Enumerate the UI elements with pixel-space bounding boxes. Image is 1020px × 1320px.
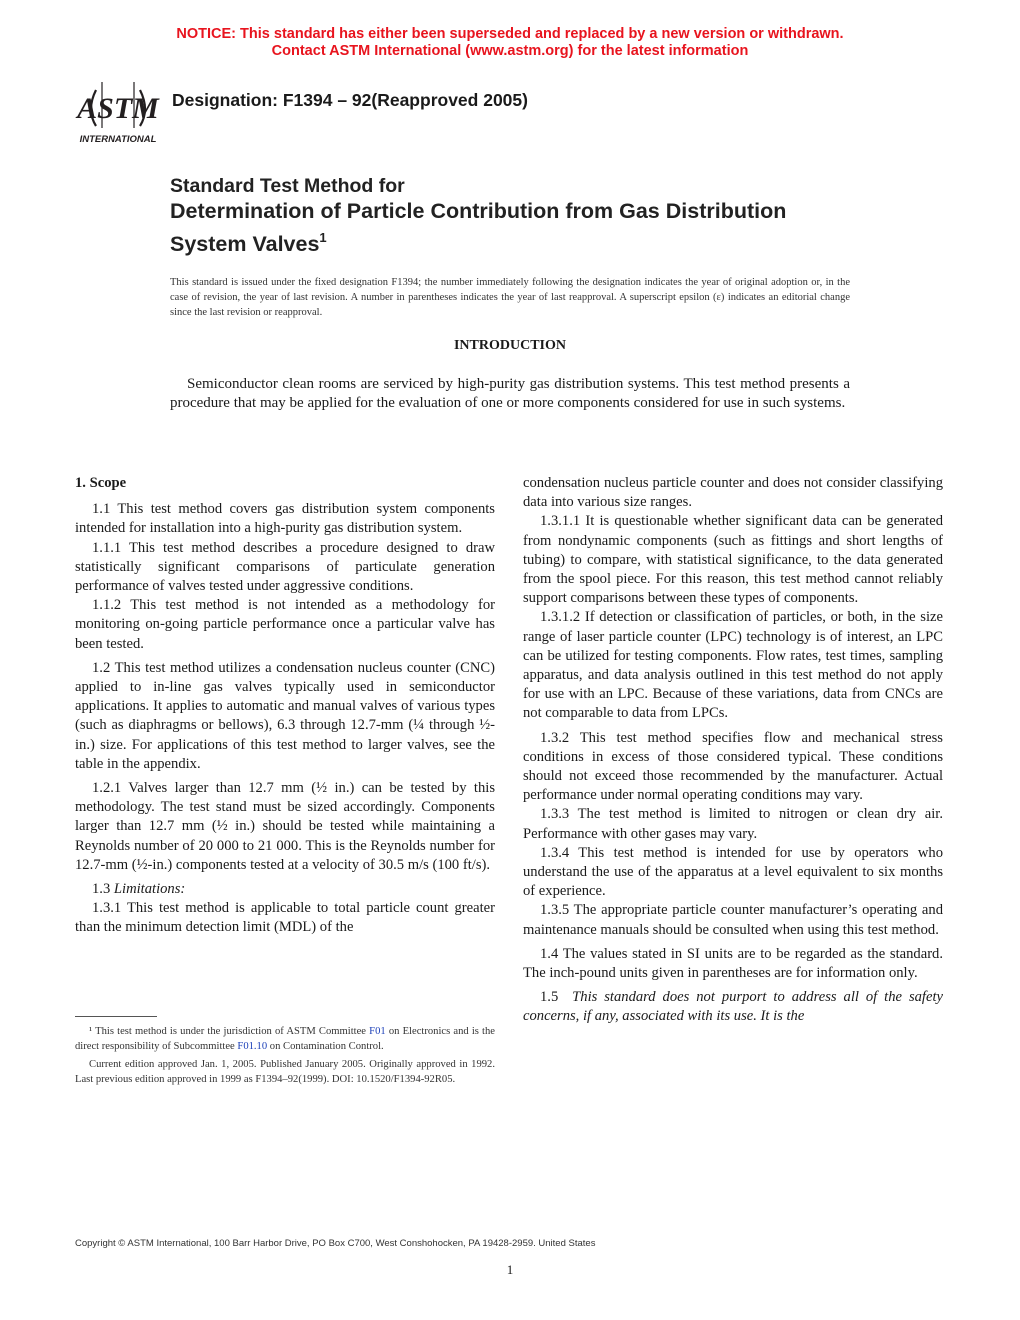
footnote-1-text-b: on Electronics and is the direct responsibility of Subcommittee	[75, 1026, 496, 1052]
section-1-4: 1.4 The values stated in SI units are to be regarded as the standard. The inch-pound units given in parentheses are for information only.	[523, 945, 943, 982]
section-1-5-number: 1.5	[540, 989, 559, 1006]
section-1-5	[523, 988, 943, 1026]
section-1-3-number: 1.3	[92, 881, 111, 898]
section-1-3-label: Limitations:	[113, 881, 186, 898]
copyright-line: Copyright © ASTM International, 100 Barr Harbor Drive, PO Box C700, West Conshohocken, PA 19428-2959. United States	[75, 1238, 596, 1249]
section-1-2: 1.2 This test method utilizes a condensation nucleus counter (CNC) applied to in-line gas valves typically used in semiconductor applications. It applies to automatic and manual valves of various types (such as diaphragms or bellows), 6.3 through 12.7-mm (¼ through ½-in.) size. For applications of this test method to larger valves, see the table in the appendix.	[75, 659, 495, 772]
subcommittee-f01-10-link[interactable]: F01.10	[237, 1041, 268, 1052]
notice-line-1: NOTICE: This standard has either been superseded and replaced by a new version or withdrawn.	[176, 26, 844, 42]
title-line-1: Standard Test Method for	[170, 175, 405, 197]
section-1-3-4: 1.3.4 This test method is intended for use by operators who understand the use of the apparatus at a level equivalent to six months of experience.	[523, 844, 943, 900]
notice-line-2: Contact ASTM International (www.astm.org) for the latest information	[271, 43, 749, 59]
section-1-3-1-1: 1.3.1.1 It is questionable whether significant data can be generated from nondynamic components (such as fittings and short lengths of tubing) to compare, with statistical significance, to the data generated from the spool piece. For this reason, this test method cannot reliably support comparisons between these types of components.	[523, 513, 943, 607]
introduction-text	[170, 375, 850, 413]
footnote-divider	[75, 1016, 157, 1017]
designation: Designation: F1394 – 92(Reapproved 2005)	[172, 90, 528, 110]
section-1-3-1: 1.3.1 This test method is applicable to total particle count greater than the minimum detection limit (MDL) of the	[75, 900, 495, 936]
section-1-3	[75, 880, 495, 899]
footnote-1-text-a: ¹ This test method is under the jurisdiction of ASTM Committee	[89, 1026, 370, 1037]
section-1-1-1: 1.1.1 This test method describes a procedure designed to draw statistically significant comparisons of particulate generation performance of valves tested under aggressive conditions.	[75, 539, 495, 595]
title-line-3	[170, 225, 870, 258]
title-line-3-text: System Valves	[170, 232, 320, 257]
section-1-1: 1.1 This test method covers gas distribution system components intended for installation into a high-purity gas distribution system.	[75, 501, 495, 537]
right-column	[523, 474, 943, 1027]
issued-note: This standard is issued under the fixed designation F1394; the number immediately following the designation indicates the year of original adoption or, in the case of revision, the year of last revision. A number in parentheses indicates the year of last reapproval. A superscript epsilon (ε) indicates an editorial change since the last revision or reapproval.	[170, 277, 850, 318]
left-column	[75, 474, 495, 938]
footnote-1	[75, 1024, 495, 1054]
withdrawal-notice	[0, 26, 1020, 60]
footnotes	[75, 1024, 495, 1087]
document-title	[170, 174, 870, 258]
page-number: 1	[506, 1262, 514, 1277]
logo-letters: ASTM	[77, 92, 159, 125]
title-footnote-mark: 1	[319, 230, 327, 245]
footnote-1-text-c: on Contamination Control.	[267, 1041, 384, 1052]
section-1-3-1-2: 1.3.1.2 If detection or classification of particles, or both, in the size range of laser particle counter (LPC) technology is of interest, an LPC can be utilized for testing components. Flow rates, test times, sampling apparatus, and data analysis outlined in this test method do not apply for use with an LPC. Because of these variations, data from CNCs are not comparable to data from LPCs.	[523, 609, 943, 722]
section-1-1-2: 1.1.2 This test method is not intended as a methodology for monitoring on-going particle performance once a particular valve has been tested.	[75, 597, 495, 652]
introduction-paragraph: Semiconductor clean rooms are serviced by high-purity gas distribution systems. This test method presents a procedure that may be applied for the evaluation of one or more components considered for use in such systems.	[170, 376, 850, 412]
section-1-5-text: This standard does not purport to address all of the safety concerns, if any, associated with its use. It is the	[523, 989, 943, 1025]
logo-caption: INTERNATIONAL	[79, 134, 157, 145]
committee-f01-link[interactable]: F01	[369, 1026, 386, 1037]
section-1-3-1-continued: condensation nucleus particle counter and does not consider classifying data into various size ranges.	[523, 475, 943, 511]
astm-logo	[72, 74, 164, 146]
section-1-3-5: 1.3.5 The appropriate particle counter manufacturer’s operating and maintenance manuals should be consulted when using this test method.	[523, 902, 943, 938]
introduction-heading: INTRODUCTION	[453, 338, 566, 353]
section-1-2-1: 1.2.1 Valves larger than 12.7 mm (½ in.) can be tested by this methodology. The test stand must be sized accordingly. Components larger than 12.7 mm (½ in.) should be tested while maintaining a Reynolds number of 20 000 to 21 000. This is the Reynolds number for 12.7-mm (½-in.) components tested at a velocity of 30.5 m/s (100 ft/s).	[75, 780, 495, 873]
title-line-2: Determination of Particle Contribution from Gas Distribution	[170, 199, 787, 223]
scope-heading: 1. Scope	[75, 475, 127, 491]
section-1-3-2: 1.3.2 This test method specifies flow and mechanical stress conditions in excess of those considered typical. These conditions should not exceed those recommended by the manufacturer. Actual performance under normal operating conditions may vary.	[523, 729, 943, 804]
section-1-3-3: 1.3.3 The test method is limited to nitrogen or clean dry air. Performance with other gases may vary.	[523, 806, 943, 842]
footnote-2: Current edition approved Jan. 1, 2005. Published January 2005. Originally approved in 1992. Last previous edition approved in 1999 as F1394–92(1999). DOI: 10.1520/F1394-92R05.	[75, 1059, 495, 1085]
